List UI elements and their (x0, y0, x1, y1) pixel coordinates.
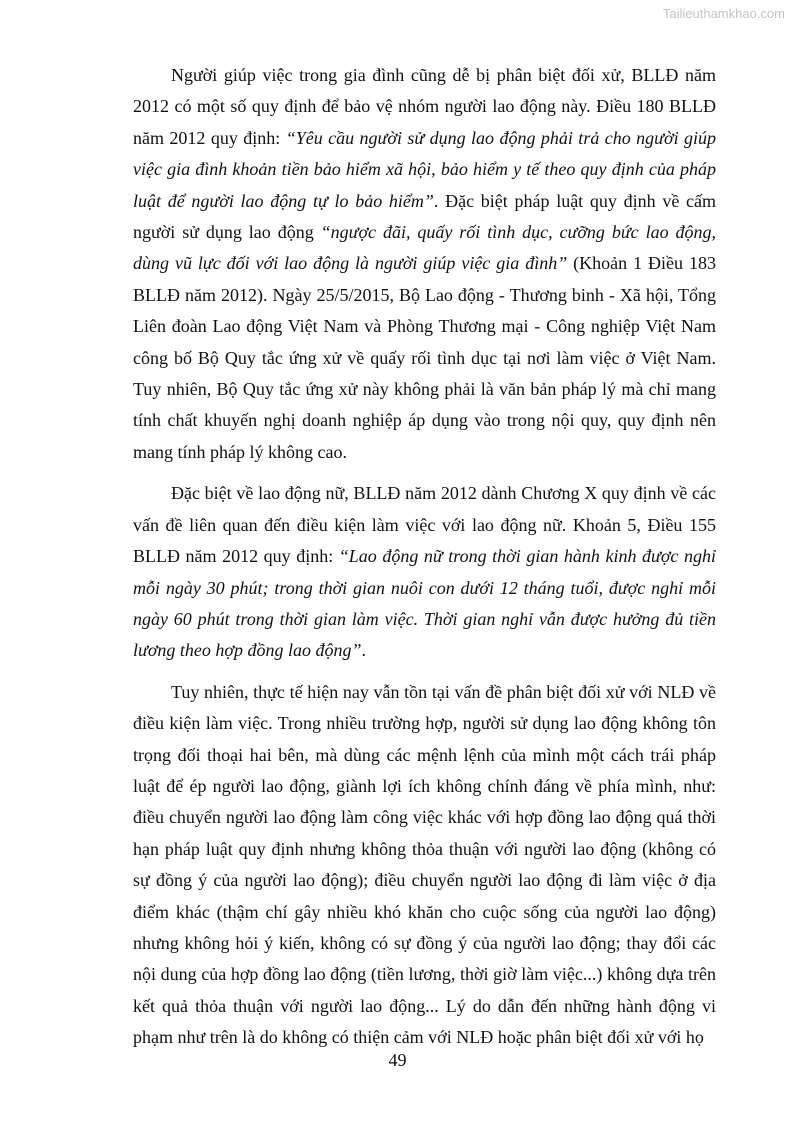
watermark: Tailieuthamkhao.com (662, 6, 785, 21)
quote-article-183: “ngược đãi, quấy rối tình dục, cưỡng bức lao động, dùng vũ lực đối với lao động là người giúp việc gia đình” (133, 222, 716, 274)
paragraph-text: (Khoản 1 Điều 183 BLLĐ năm 2012). Ngày 25/5/2015, Bộ Lao động - Thương binh - Xã hội, Tổng Liên đoàn Lao động Việt Nam và Phòng Thương mại - Công nghiệp Việt Nam công bố Bộ Quy tắc ứng xử về quấy rối tình dục tại nơi làm việc ở Việt Nam. Tuy nhiên, Bộ Quy tắc ứng xử này không phải là văn bản pháp lý mà chỉ mang tính chất khuyến nghị doanh nghiệp áp dụng vào trong nội quy, quy định nên mang tính pháp lý không cao. (133, 253, 716, 462)
paragraph-text: . Đặc biệt pháp luật quy định về cấm người sử dụng lao động (133, 190, 716, 243)
quote-article-155: “Lao động nữ trong thời gian hành kinh được nghỉ mỗi ngày 30 phút; trong thời gian nuôi con dưới 12 tháng tuổi, được nghỉ mỗi ngày 60 phút trong thời gian làm việc. Thời gian nghỉ vẫn được hưởng đủ tiền lương theo hợp đồng lao động” (133, 546, 716, 661)
paragraph-domestic-workers (133, 60, 716, 468)
quote-article-180: “Yêu cầu người sử dụng lao động phải trả cho người giúp việc gia đình khoản tiền bảo hiểm xã hội, bảo hiểm y tế theo quy định của pháp luật để người lao động tự lo bảo hiểm” (133, 127, 716, 211)
paragraph-female-workers (133, 478, 716, 666)
paragraph-text: Người giúp việc trong gia đình cũng dễ bị phân biệt đối xử, BLLĐ năm 2012 có một số quy định để bảo vệ nhóm người lao động này. Điều 180 BLLĐ năm 2012 quy định: (133, 65, 716, 148)
paragraph-text: . (361, 640, 367, 661)
page-number: 49 (388, 1050, 407, 1070)
document-body (133, 60, 716, 1054)
paragraph-text: Đặc biệt về lao động nữ, BLLĐ năm 2012 dành Chương X quy định về các vấn đề liên quan đến điều kiện làm việc với lao động nữ. Khoản 5, Điều 155 BLLĐ năm 2012 quy định: (133, 483, 716, 567)
paragraph-discrimination: Tuy nhiên, thực tế hiện nay vẫn tồn tại vấn đề phân biệt đối xử với NLĐ về điều kiện làm việc. Trong nhiều trường hợp, người sử dụng lao động không tôn trọng đối thoại hai bên, mà dùng các mệnh lệnh của mình một cách trái pháp luật để ép người lao động, giành lợi ích không chính đáng về phía mình, như: điều chuyển người lao động làm công việc khác với hợp đồng lao động quá thời hạn pháp luật quy định nhưng không thỏa thuận với người lao động (không có sự đồng ý của người lao động); điều chuyển người lao động đi làm việc ở địa điểm khác (thậm chí gây nhiều khó khăn cho cuộc sống của người lao động) nhưng không hỏi ý kiến, không có sự đồng ý của người lao động; thay đổi các nội dung của hợp đồng lao động (tiền lương, thời giờ làm việc...) không dựa trên kết quả thỏa thuận với người lao động... Lý do dẫn đến những hành động vi phạm như trên là do không có thiện cảm với NLĐ hoặc phân biệt đối xử với họ (133, 681, 716, 1048)
